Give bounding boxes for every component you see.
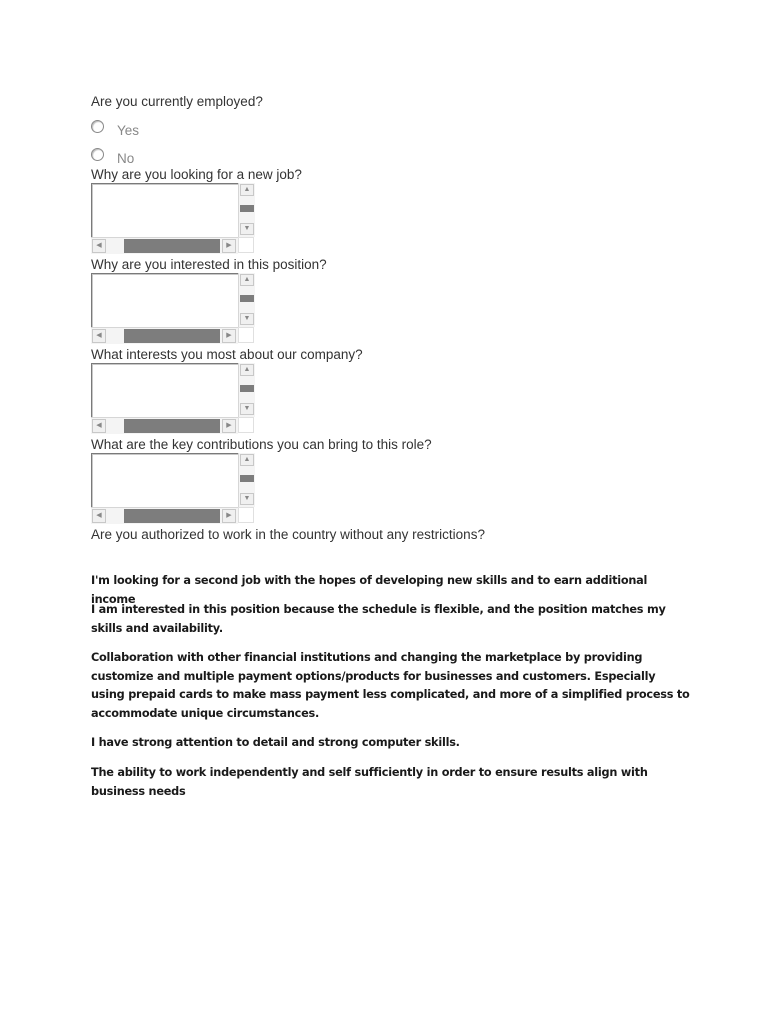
horizontal-scrollbar[interactable]	[91, 327, 238, 344]
scroll-left-arrow-icon[interactable]: ◀	[92, 239, 106, 253]
textarea-field[interactable]	[91, 273, 238, 327]
question-why-new-job: Why are you looking for a new job?	[91, 167, 302, 182]
scroll-down-arrow-icon[interactable]: ▼	[240, 223, 254, 235]
question-why-position: Why are you interested in this position?	[91, 257, 327, 272]
horizontal-scroll-thumb[interactable]	[124, 419, 220, 433]
textarea-why-new-job[interactable]	[91, 183, 255, 255]
radio-button-no[interactable]	[91, 148, 104, 161]
scroll-right-arrow-icon[interactable]: ▶	[222, 239, 236, 253]
scroll-down-arrow-icon[interactable]: ▼	[240, 403, 254, 415]
scrollbar-corner	[238, 417, 254, 433]
answer-contributions: I have strong attention to detail and strong computer skills.	[91, 736, 460, 749]
vertical-scrollbar[interactable]	[238, 453, 255, 507]
question-employed: Are you currently employed?	[91, 94, 263, 109]
horizontal-scrollbar[interactable]	[91, 417, 238, 434]
question-authorized: Are you authorized to work in the country without any restrictions?	[91, 527, 485, 542]
scroll-right-arrow-icon[interactable]: ▶	[222, 419, 236, 433]
horizontal-scroll-thumb[interactable]	[124, 329, 220, 343]
scroll-up-arrow-icon[interactable]: ▲	[240, 454, 254, 466]
textarea-why-position[interactable]	[91, 273, 255, 345]
vertical-scrollbar[interactable]	[238, 183, 255, 237]
radio-button-yes[interactable]	[91, 120, 104, 133]
radio-label-yes: Yes	[117, 123, 140, 138]
vertical-scroll-thumb[interactable]	[240, 205, 254, 212]
vertical-scroll-thumb[interactable]	[240, 475, 254, 482]
scroll-left-arrow-icon[interactable]: ◀	[92, 509, 106, 523]
scroll-up-arrow-icon[interactable]: ▲	[240, 364, 254, 376]
vertical-scroll-thumb[interactable]	[240, 385, 254, 392]
question-contributions: What are the key contributions you can bring to this role?	[91, 437, 432, 452]
scroll-right-arrow-icon[interactable]: ▶	[222, 509, 236, 523]
vertical-scrollbar[interactable]	[238, 273, 255, 327]
textarea-field[interactable]	[91, 183, 238, 237]
textarea-company-interest[interactable]	[91, 363, 255, 435]
answer-company-interest: Collaboration with other financial institutions and changing the marketplace by providing customize and multiple payment options/products for businesses and customers. Especially using prepaid cards to make mass payment less complicated, and more of a simplified process to accommodate unique circumstances.	[91, 651, 690, 720]
horizontal-scroll-thumb[interactable]	[124, 509, 220, 523]
scrollbar-corner	[238, 237, 254, 253]
scroll-down-arrow-icon[interactable]: ▼	[240, 313, 254, 325]
scroll-left-arrow-icon[interactable]: ◀	[92, 419, 106, 433]
question-company-interest: What interests you most about our company?	[91, 347, 363, 362]
textarea-field[interactable]	[91, 453, 238, 507]
answer-why-position: I am interested in this position because the schedule is flexible, and the position matches my skills and availability.	[91, 603, 666, 635]
answer-role-ability: The ability to work independently and self sufficiently in order to ensure results align with business needs	[91, 766, 648, 798]
vertical-scrollbar[interactable]	[238, 363, 255, 417]
scroll-right-arrow-icon[interactable]: ▶	[222, 329, 236, 343]
scrollbar-corner	[238, 507, 254, 523]
vertical-scroll-thumb[interactable]	[240, 295, 254, 302]
scroll-up-arrow-icon[interactable]: ▲	[240, 184, 254, 196]
horizontal-scrollbar[interactable]	[91, 507, 238, 524]
radio-label-no: No	[117, 151, 135, 166]
scroll-up-arrow-icon[interactable]: ▲	[240, 274, 254, 286]
textarea-field[interactable]	[91, 363, 238, 417]
answer-why-new-job: I'm looking for a second job with the hopes of developing new skills and to earn additional income	[91, 574, 648, 606]
scroll-left-arrow-icon[interactable]: ◀	[92, 329, 106, 343]
textarea-contributions[interactable]	[91, 453, 255, 525]
scrollbar-corner	[238, 327, 254, 343]
horizontal-scrollbar[interactable]	[91, 237, 238, 254]
horizontal-scroll-thumb[interactable]	[124, 239, 220, 253]
scroll-down-arrow-icon[interactable]: ▼	[240, 493, 254, 505]
